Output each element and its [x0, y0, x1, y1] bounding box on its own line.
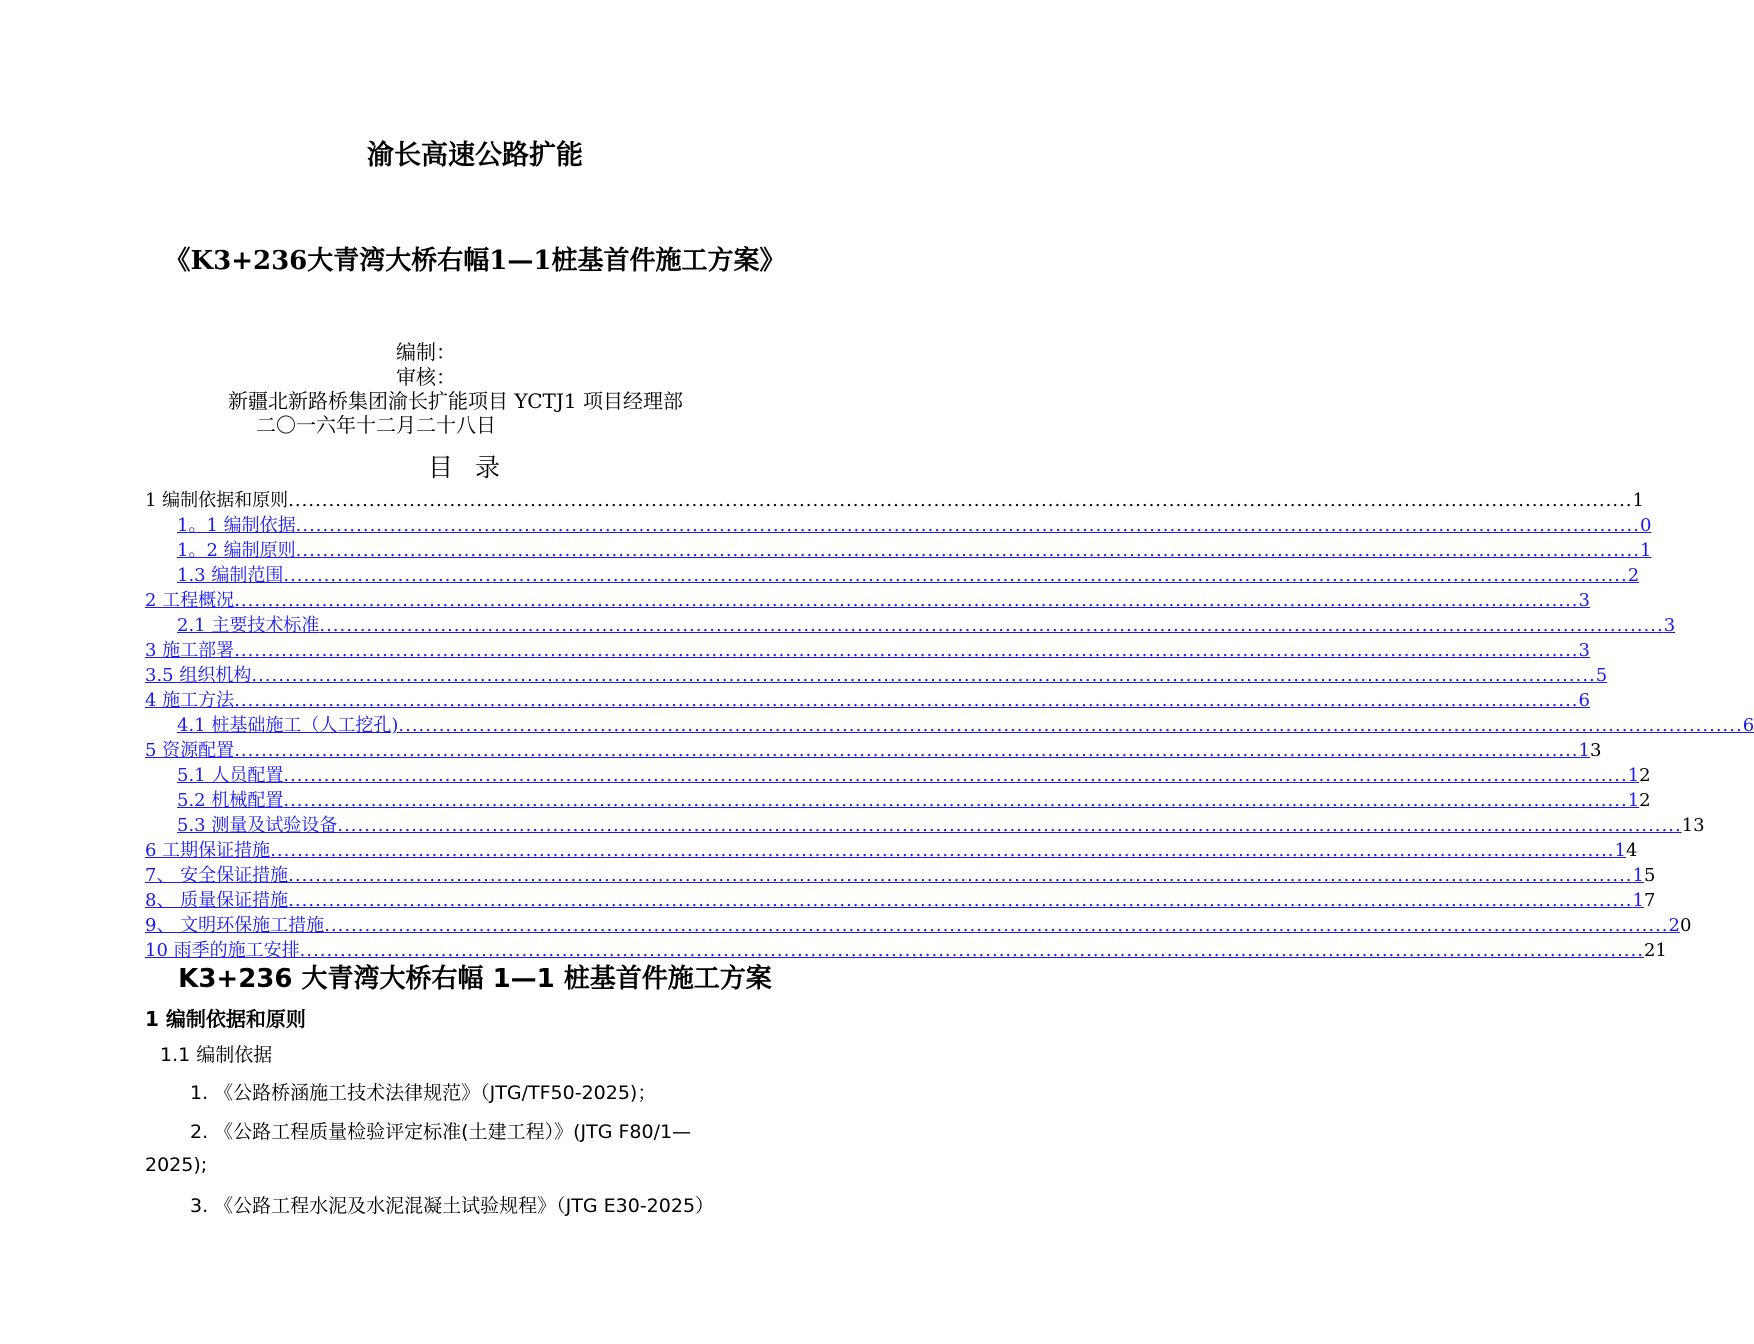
- toc-leader-dots: ........................................................................................................................................................................................................: [288, 865, 1633, 886]
- toc-page-number-linked: 0: [1639, 515, 1652, 536]
- document-date: 二〇一六年十二月二十八日: [256, 413, 496, 437]
- toc-page-number: [1664, 613, 1675, 638]
- toc-page-number: [1579, 738, 1602, 763]
- toc-page-number: [1579, 638, 1590, 663]
- toc-page-number-linked: 1: [1632, 890, 1644, 911]
- reference-item: 3. 《公路工程水泥及水泥混凝土试验规程》（JTG E30-2025）: [190, 1195, 715, 1217]
- toc-entry-title: 8、 质量保证措施: [145, 890, 289, 911]
- toc-leader-dots: ........................................................................................................................................................................................................: [295, 515, 1640, 536]
- toc-leader-dots: ........................................................................................................................................................................................................: [288, 490, 1633, 511]
- document-title: K3+236 大青湾大桥右幅 1—1 桩基首件施工方案: [178, 964, 772, 994]
- toc-page-number-linked: 1: [1614, 840, 1626, 861]
- toc-entry-title: 4.1 桩基础施工（人工挖孔): [177, 715, 399, 736]
- toc-leader-dots: ........................................................................................................................................................................................................: [234, 740, 1579, 761]
- toc-page-number-plain: 2: [1639, 765, 1651, 786]
- toc-entry-title: 5.3 测量及试验设备: [177, 815, 338, 836]
- toc-entry[interactable]: [177, 788, 1651, 813]
- toc-leader-dots: ........................................................................................................................................................................................................: [319, 615, 1664, 636]
- toc-page-number-linked: 3: [1578, 640, 1590, 661]
- toc-entry-title: 4 施工方法: [145, 690, 235, 711]
- toc-entry[interactable]: [177, 813, 1705, 838]
- toc-page-number-plain: 0: [1679, 915, 1692, 936]
- toc-page-number-plain: 3: [1589, 740, 1602, 761]
- toc-entry[interactable]: [145, 838, 1638, 863]
- toc-entry-title: 1.3 编制范围: [177, 565, 284, 586]
- toc-page-number-linked: 2: [1627, 565, 1640, 586]
- toc-page-number-linked: 1: [1632, 865, 1644, 886]
- toc-entry-title: 5.1 人员配置: [177, 765, 284, 786]
- toc-entry[interactable]: [177, 538, 1652, 563]
- toc-leader-dots: ........................................................................................................................................................................................................: [270, 840, 1615, 861]
- toc-page-number-plain: 13: [1681, 815, 1705, 836]
- toc-entry-title: 5.2 机械配置: [177, 790, 284, 811]
- toc-entry[interactable]: [145, 738, 1602, 763]
- toc-leader-dots: ........................................................................................................................................................................................................: [234, 590, 1579, 611]
- toc-entry[interactable]: [177, 763, 1651, 788]
- toc-entry[interactable]: [177, 563, 1640, 588]
- toc-entry-title: 2 工程概况: [145, 590, 235, 611]
- toc-page-number: [1640, 513, 1651, 538]
- section-heading-1-1: 1.1 编制依据: [160, 1044, 273, 1066]
- toc-page-number: [1682, 813, 1705, 838]
- toc-page-number-plain: 5: [1643, 865, 1656, 886]
- toc-page-number-plain: 4: [1625, 840, 1638, 861]
- toc-leader-dots: ........................................................................................................................................................................................................: [234, 640, 1579, 661]
- toc-leader-dots: ........................................................................................................................................................................................................: [299, 940, 1644, 961]
- toc-leader-dots: ........................................................................................................................................................................................................: [283, 790, 1628, 811]
- toc-page-number: [1644, 938, 1667, 963]
- toc-page-number-linked: 1: [1627, 765, 1640, 786]
- toc-entry-title: 7、 安全保证措施: [145, 865, 289, 886]
- toc-entry[interactable]: [177, 513, 1652, 538]
- toc-entry-title: 1 编制依据和原则: [145, 490, 289, 511]
- cover-title-line2: 《K3+236大青湾大桥右幅1—1桩基首件施工方案》: [164, 246, 786, 276]
- toc-entry-title: 1。2 编制原则: [177, 540, 296, 561]
- organization-name: 新疆北新路桥集团渝长扩能项目 YCTJ1 项目经理部: [228, 389, 683, 413]
- toc-leader-dots: ........................................................................................................................................................................................................: [251, 665, 1596, 686]
- toc-page-number-plain: 7: [1643, 890, 1656, 911]
- toc-entry-title: 9、 文明环保施工措施: [145, 915, 325, 936]
- toc-page-number: [1628, 563, 1639, 588]
- toc-page-number-linked: 2: [1668, 915, 1680, 936]
- toc-heading: 目录: [427, 453, 522, 482]
- toc-entry[interactable]: [145, 588, 1590, 613]
- toc-entry-title: 10 雨季的施工安排: [145, 940, 300, 961]
- cover-title-line1: 渝长高速公路扩能: [367, 140, 583, 171]
- toc-entry-title: 3 施工部署: [145, 640, 235, 661]
- toc-page-number: [1633, 888, 1656, 913]
- toc-entry[interactable]: [145, 863, 1656, 888]
- toc-leader-dots: ........................................................................................................................................................................................................: [295, 540, 1640, 561]
- toc-leader-dots: ........................................................................................................................................................................................................: [283, 565, 1628, 586]
- reference-item: 1. 《公路桥涵施工技术法律规范》（JTG/TF50-2025)；: [190, 1082, 657, 1104]
- toc-page-number-plain: 2: [1639, 790, 1651, 811]
- toc-page-number: [1640, 538, 1651, 563]
- toc-entry[interactable]: [145, 688, 1590, 713]
- toc-entry-title: 3.5 组织机构: [145, 665, 252, 686]
- toc-page-number-linked: 1: [1578, 740, 1590, 761]
- toc-page-number-linked: 1: [1639, 540, 1652, 561]
- toc-page-number: [1633, 488, 1644, 513]
- reviewed-by-label: 审核：: [396, 365, 456, 389]
- toc-entry-title: 6 工期保证措施: [145, 840, 271, 861]
- toc-page-number: [1628, 788, 1651, 813]
- reference-item-continued: 2025);: [145, 1154, 208, 1176]
- toc-entry[interactable]: [177, 613, 1676, 638]
- toc-leader-dots: ........................................................................................................................................................................................................: [283, 765, 1628, 786]
- compiled-by-label: 编制：: [396, 340, 456, 364]
- toc-page-number: [1669, 913, 1692, 938]
- toc-page-number-linked: 5: [1595, 665, 1608, 686]
- toc-leader-dots: ........................................................................................................................................................................................................: [337, 815, 1682, 836]
- toc-page-number: [1743, 713, 1754, 738]
- toc-entry[interactable]: [145, 638, 1590, 663]
- toc-leader-dots: ........................................................................................................................................................................................................: [288, 890, 1633, 911]
- toc-page-number: [1579, 688, 1590, 713]
- toc-page-number-linked: 1: [1627, 790, 1640, 811]
- toc-page-number-linked: 6: [1578, 690, 1590, 711]
- toc-entry[interactable]: [177, 713, 1754, 738]
- toc-page-number: [1596, 663, 1607, 688]
- section-heading-1: 1 编制依据和原则: [145, 1007, 306, 1031]
- reference-item: 2. 《公路工程质量检验评定标准(土建工程）》(JTG F80/1—: [190, 1121, 692, 1143]
- toc-page-number: [1628, 763, 1651, 788]
- toc-entry-title: 5 资源配置: [145, 740, 235, 761]
- toc-page-number-plain: 1: [1632, 490, 1644, 511]
- toc-entry[interactable]: [145, 913, 1692, 938]
- toc-entry[interactable]: [145, 663, 1608, 688]
- toc-entry: [145, 488, 1644, 513]
- toc-page-number-linked: 6: [1742, 715, 1754, 736]
- toc-page-number: [1579, 588, 1590, 613]
- toc-entry-title: 2.1 主要技术标准: [177, 615, 320, 636]
- toc-page-number-plain: 21: [1643, 940, 1667, 961]
- toc-page-number-linked: 3: [1578, 590, 1590, 611]
- toc-page-number: [1633, 863, 1656, 888]
- toc-leader-dots: ........................................................................................................................................................................................................: [324, 915, 1669, 936]
- toc-entry-title: 1。1 编制依据: [177, 515, 296, 536]
- toc-page-number-linked: 3: [1663, 615, 1676, 636]
- toc-entry[interactable]: [145, 888, 1656, 913]
- toc-page-number: [1615, 838, 1638, 863]
- toc-leader-dots: ........................................................................................................................................................................................................: [234, 690, 1579, 711]
- toc-leader-dots: ........................................................................................................................................................................................................: [398, 715, 1743, 736]
